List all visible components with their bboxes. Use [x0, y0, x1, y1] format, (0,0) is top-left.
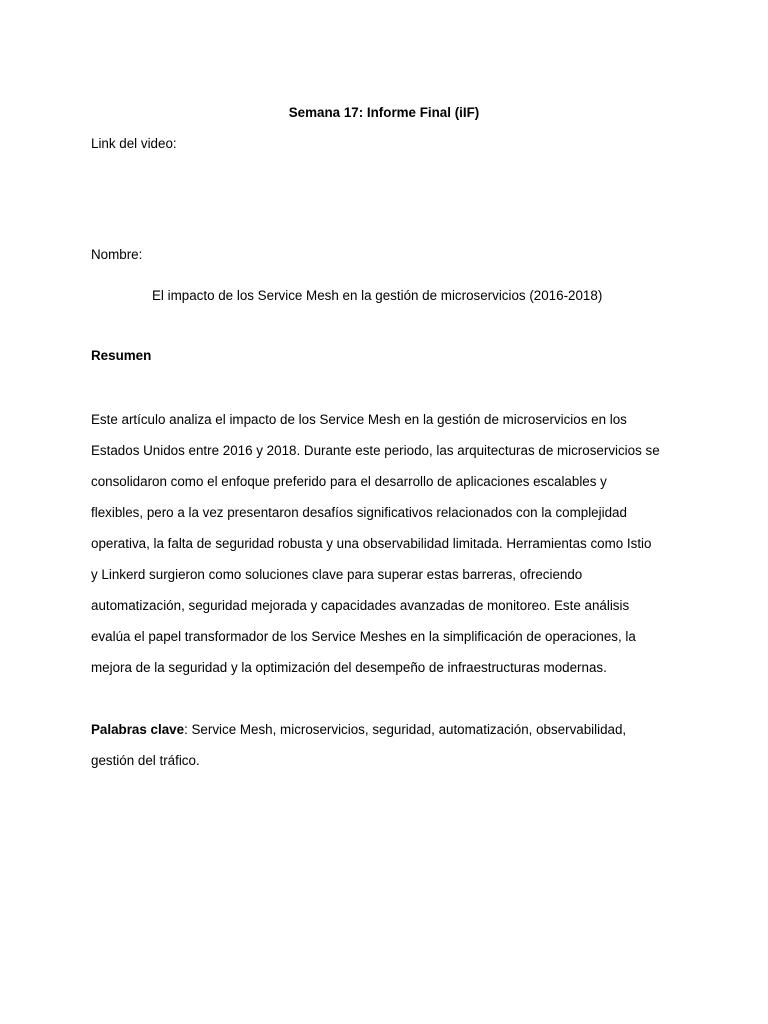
abstract-line: y Linkerd surgieron como soluciones clave para superar estas barreras, ofreciendo — [91, 567, 583, 582]
keywords-label: Palabras clave — [91, 722, 185, 737]
abstract-heading: Resumen — [91, 348, 152, 363]
keywords-paragraph — [91, 714, 691, 776]
keywords-list: : Service Mesh, microservicios, seguridad, automatización, observabilidad, — [184, 722, 627, 737]
abstract-line: automatización, seguridad mejorada y capacidades avanzadas de monitoreo. Este análisis — [91, 598, 630, 613]
abstract-line: Este artículo analiza el impacto de los Service Mesh en la gestión de microservicios en los — [91, 412, 627, 427]
abstract-line: consolidaron como el enfoque preferido para el desarrollo de aplicaciones escalables y — [91, 474, 607, 489]
abstract-line: flexibles, pero a la vez presentaron desafíos significativos relacionados con la complejidad — [91, 505, 627, 520]
abstract-line: evalúa el papel transformador de los Service Meshes en la simplificación de operaciones, la — [91, 629, 636, 644]
abstract-line: mejora de la seguridad y la optimización del desempeño de infraestructuras modernas. — [91, 660, 607, 675]
keywords-line-2: gestión del tráfico. — [91, 753, 200, 768]
name-label: Nombre: — [91, 247, 143, 262]
abstract-line: Estados Unidos entre 2016 y 2018. Durante este periodo, las arquitecturas de microservicios se — [91, 443, 660, 458]
abstract-paragraph — [91, 404, 691, 683]
abstract-line: operativa, la falta de seguridad robusta y una observabilidad limitada. Herramientas como Istio — [91, 536, 652, 551]
document-title: Semana 17: Informe Final (iIF) — [288, 105, 480, 120]
keywords-line-1 — [91, 714, 691, 745]
video-link-label: Link del video: — [91, 136, 177, 151]
paper-title: El impacto de los Service Mesh en la gestión de microservicios (2016-2018) — [152, 288, 603, 303]
